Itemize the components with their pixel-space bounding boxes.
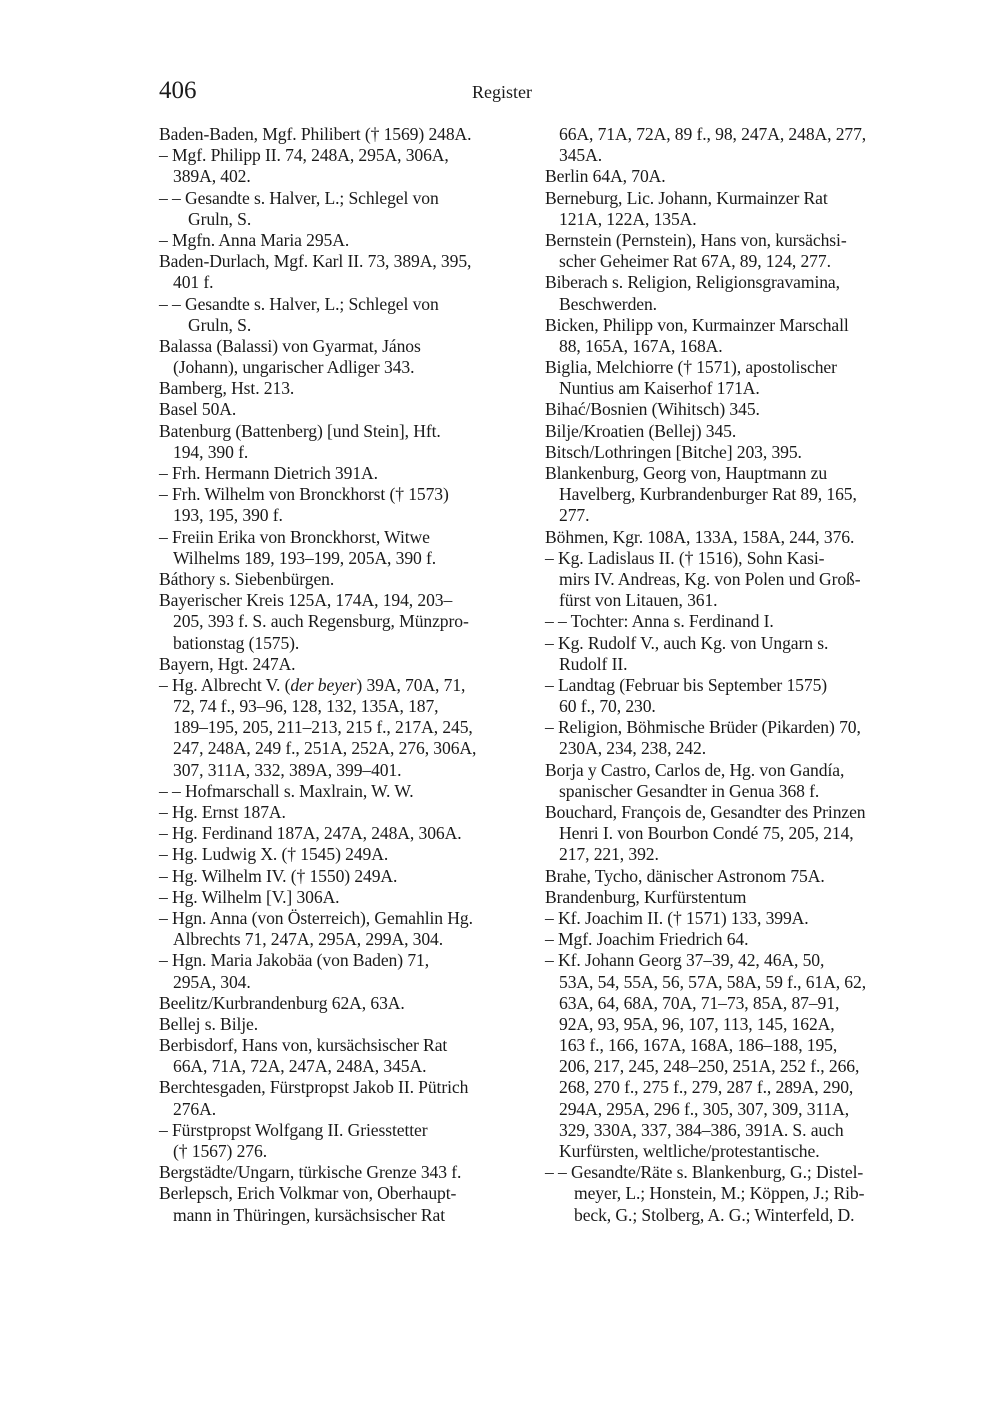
index-entry: [545, 272, 917, 314]
index-subentry: [159, 844, 531, 865]
index-line: Berlin 64A, 70A.: [545, 166, 666, 187]
index-entry: [159, 1183, 531, 1225]
index-entry: [545, 399, 917, 420]
index-entry: [545, 463, 917, 527]
index-line: fürst von Litauen, 361.: [559, 590, 718, 611]
index-line: Bihać/Bosnien (Wihitsch) 345.: [545, 399, 760, 420]
index-subentry: [159, 188, 531, 230]
index-line: Böhmen, Kgr. 108A, 133A, 158A, 244, 376.: [545, 526, 855, 547]
index-line: – Frh. Hermann Dietrich 391A.: [159, 463, 378, 483]
index-line: Bouchard, François de, Gesandter des Prinzen: [545, 802, 866, 822]
index-line: – Fürstpropst Wolfgang II. Griesstetter: [159, 1119, 428, 1140]
index-line: Batenburg (Battenberg) [und Stein], Hft.: [159, 420, 441, 441]
index-line: 72, 74 f., 93–96, 128, 132, 135A, 187,: [173, 696, 439, 717]
index-line: Henri I. von Bourbon Condé 75, 205, 214,: [559, 823, 854, 844]
index-entry: [545, 230, 917, 272]
index-subentry: [159, 145, 531, 187]
index-line: Berbisdorf, Hans von, kursächsischer Rat: [159, 1035, 448, 1056]
index-line: 294A, 295A, 296 f., 305, 307, 309, 311A,: [559, 1098, 850, 1119]
index-subentry: [545, 675, 917, 717]
page-number: 406: [159, 77, 197, 104]
index-line: – – Gesandte s. Halver, L.; Schlegel von: [159, 293, 439, 314]
index-line: 163 f., 166, 167A, 168A, 186–188, 195,: [559, 1035, 838, 1056]
index-line: 189–195, 205, 211–213, 215 f., 217A, 245,: [173, 717, 473, 738]
index-subentry: [159, 1120, 531, 1162]
index-line: Berlepsch, Erich Volkmar von, Oberhaupt-: [159, 1183, 457, 1204]
index-entry: [159, 251, 531, 293]
index-line: 88, 165A, 167A, 168A.: [559, 335, 723, 356]
index-line: – – Gesandte s. Halver, L.; Schlegel von: [159, 187, 439, 208]
index-entry: [159, 590, 531, 654]
index-entry: [545, 866, 917, 887]
index-line: mirs IV. Andreas, Kg. von Polen und Groß-: [559, 568, 861, 589]
index-line: Bicken, Philipp von, Kurmainzer Marschall: [545, 314, 849, 335]
index-line: Havelberg, Kurbrandenburger Rat 89, 165,: [559, 484, 857, 505]
index-line: Bergstädte/Ungarn, türkische Grenze 343 f.: [159, 1162, 462, 1183]
index-line: – Mgf. Joachim Friedrich 64.: [545, 929, 749, 950]
index-line: 92A, 93, 95A, 96, 107, 113, 145, 162A,: [559, 1013, 835, 1034]
index-line: 247, 248A, 249 f., 251A, 252A, 276, 306A,: [173, 738, 477, 759]
index-entry: [159, 993, 531, 1014]
index-entry: [545, 442, 917, 463]
index-line: 295A, 304.: [173, 971, 251, 992]
index-subentry: [545, 548, 917, 612]
index-line: Biberach s. Religion, Religionsgravamina,: [545, 272, 840, 293]
index-line: 345A.: [559, 145, 602, 166]
index-line: 307, 311A, 332, 389A, 399–401.: [173, 759, 402, 780]
index-line: Wilhelms 189, 193–199, 205A, 390 f.: [173, 547, 437, 568]
index-entry: [159, 1162, 531, 1183]
index-subentry: [159, 463, 531, 484]
index-line: Baden-Baden, Mgf. Philibert († 1569) 248A.: [159, 124, 472, 144]
index-line: scher Geheimer Rat 67A, 89, 124, 277.: [559, 251, 831, 272]
index-entry: [159, 654, 531, 675]
index-line: Gruln, S.: [188, 314, 252, 335]
index-line: – – Gesandte/Räte s. Blankenburg, G.; Distel-: [545, 1162, 864, 1183]
index-entry: [545, 802, 917, 866]
index-line: mann in Thüringen, kursächsischer Rat: [173, 1204, 446, 1225]
index-line: Beelitz/Kurbrandenburg 62A, 63A.: [159, 992, 405, 1013]
index-line: Basel 50A.: [159, 399, 237, 420]
italic-epithet: der beyer: [290, 674, 357, 695]
index-line: 401 f.: [173, 272, 214, 293]
index-line: 63A, 64, 68A, 70A, 71–73, 85A, 87–91,: [559, 992, 840, 1013]
index-line: – Hg. Wilhelm [V.] 306A.: [159, 886, 340, 907]
index-subentry: [159, 294, 531, 336]
index-line: Berneburg, Lic. Johann, Kurmainzer Rat: [545, 187, 828, 208]
index-subentry: [159, 908, 531, 950]
index-column-right: [545, 124, 917, 1226]
index-subentry: [545, 1162, 917, 1226]
index-line: – Landtag (Februar bis September 1575): [545, 674, 828, 695]
running-head: Register: [472, 82, 532, 102]
index-line: Bilje/Kroatien (Bellej) 345.: [545, 420, 737, 441]
index-subentry: [159, 802, 531, 823]
index-line: Balassa (Balassi) von Gyarmat, János: [159, 335, 421, 356]
index-line: – Hgn. Anna (von Österreich), Gemahlin Hg.: [159, 907, 473, 928]
index-line: Gruln, S.: [188, 208, 252, 229]
index-line: – Hg. Wilhelm IV. († 1550) 249A.: [159, 865, 398, 886]
index-line: – – Tochter: Anna s. Ferdinand I.: [545, 611, 774, 632]
index-subentry: [159, 866, 531, 887]
index-subentry: [545, 929, 917, 950]
index-line: – Religion, Böhmische Brüder (Pikarden) 70,: [545, 717, 861, 738]
index-line: (Johann), ungarischer Adliger 343.: [173, 357, 415, 378]
index-entry: [545, 421, 917, 442]
index-line: – – Hofmarschall s. Maxlrain, W. W.: [159, 780, 414, 801]
index-subentry: [159, 823, 531, 844]
index-line: 66A, 71A, 72A, 89 f., 98, 247A, 248A, 277,: [559, 124, 867, 144]
index-line: 389A, 402.: [173, 166, 251, 187]
index-line: meyer, L.; Honstein, M.; Köppen, J.; Rib-: [574, 1183, 865, 1204]
index-line: – Hg. Ferdinand 187A, 247A, 248A, 306A.: [159, 823, 462, 844]
index-line: 329, 330A, 337, 384–386, 391A. S. auch: [559, 1119, 844, 1140]
index-line: – Kf. Joachim II. († 1571) 133, 399A.: [545, 907, 809, 928]
index-line: Bitsch/Lothringen [Bitche] 203, 395.: [545, 441, 802, 462]
index-line: Albrechts 71, 247A, 295A, 299A, 304.: [173, 929, 444, 950]
index-entry: [159, 378, 531, 399]
index-line: 194, 390 f.: [173, 441, 249, 462]
index-line: Brandenburg, Kurfürstentum: [545, 886, 747, 907]
index-line: Blankenburg, Georg von, Hauptmann zu: [545, 463, 828, 483]
index-line: spanischer Gesandter in Genua 368 f.: [559, 780, 820, 801]
index-subentry: [159, 484, 531, 526]
index-subentry: [545, 908, 917, 929]
index-line: Rudolf II.: [559, 653, 628, 674]
index-subentry: [159, 781, 531, 802]
index-subentry: [159, 230, 531, 251]
index-line: – Kg. Ladislaus II. († 1516), Sohn Kasi-: [545, 547, 825, 568]
index-line: – Mgfn. Anna Maria 295A.: [159, 229, 350, 250]
index-entry: [159, 1035, 531, 1077]
index-subentry: [159, 675, 531, 781]
index-line: Brahe, Tycho, dänischer Astronom 75A.: [545, 865, 825, 886]
index-line: Bayerischer Kreis 125A, 174A, 194, 203–: [159, 590, 453, 611]
index-line: Kurfürsten, weltliche/protestantische.: [559, 1141, 820, 1161]
index-line: 217, 221, 392.: [559, 844, 659, 865]
index-subentry: [159, 950, 531, 992]
index-subentry: [545, 633, 917, 675]
index-line: Bellej s. Bilje.: [159, 1013, 259, 1034]
index-line: – Kg. Rudolf V., auch Kg. von Ungarn s.: [545, 632, 829, 653]
index-entry: [159, 421, 531, 463]
index-line: – Kf. Johann Georg 37–39, 42, 46A, 50,: [545, 950, 825, 971]
index-line: Beschwerden.: [559, 293, 657, 314]
index-entry: [545, 166, 917, 187]
index-line: 66A, 71A, 72A, 247A, 248A, 345A.: [173, 1056, 427, 1077]
index-entry: [545, 357, 917, 399]
index-line: – Mgf. Philipp II. 74, 248A, 295A, 306A,: [159, 145, 449, 166]
index-entry: [159, 569, 531, 590]
index-line: 60 f., 70, 230.: [559, 696, 656, 717]
index-line: 206, 217, 245, 248–250, 251A, 252 f., 266,: [559, 1056, 860, 1077]
index-line: Baden-Durlach, Mgf. Karl II. 73, 389A, 395,: [159, 251, 472, 272]
index-line: Bamberg, Hst. 213.: [159, 378, 295, 399]
index-line: 277.: [559, 505, 590, 526]
index-line: 268, 270 f., 275 f., 279, 287 f., 289A, 290,: [559, 1077, 854, 1098]
index-line: 230A, 234, 238, 242.: [559, 738, 707, 759]
index-entry: [159, 124, 531, 145]
index-entry: [159, 1077, 531, 1119]
index-line: 121A, 122A, 135A.: [559, 208, 697, 229]
index-line: – Hgn. Maria Jakobäa (von Baden) 71,: [159, 950, 430, 971]
index-entry: [545, 527, 917, 548]
index-entry: [545, 760, 917, 802]
index-subentry: [545, 950, 917, 1162]
index-line: Báthory s. Siebenbürgen.: [159, 568, 335, 589]
index-subentry: [159, 527, 531, 569]
index-entry: [545, 124, 917, 166]
index-line: beck, G.; Stolberg, A. G.; Winterfeld, D.: [574, 1204, 855, 1225]
index-line: bationstag (1575).: [173, 632, 300, 653]
index-line: Berchtesgaden, Fürstpropst Jakob II. Pütrich: [159, 1077, 469, 1098]
index-entry: [545, 887, 917, 908]
index-column-left: [159, 124, 531, 1226]
index-line: 193, 195, 390 f.: [173, 505, 283, 526]
index-line: Nuntius am Kaiserhof 171A.: [559, 378, 760, 399]
index-entry: [159, 399, 531, 420]
index-subentry: [545, 611, 917, 632]
index-subentry: [545, 717, 917, 759]
index-line: Biglia, Melchiorre († 1571), apostolischer: [545, 357, 837, 378]
index-line: 276A.: [173, 1098, 216, 1119]
index-subentry: [159, 887, 531, 908]
index-line: Bayern, Hgt. 247A.: [159, 653, 296, 674]
index-line: Bernstein (Pernstein), Hans von, kursächsi-: [545, 229, 847, 250]
index-line: – Freiin Erika von Bronckhorst, Witwe: [159, 526, 430, 547]
index-line: 205, 393 f. S. auch Regensburg, Münzpro-: [173, 611, 469, 632]
index-entry: [545, 188, 917, 230]
index-line: – Frh. Wilhelm von Bronckhorst († 1573): [159, 484, 449, 505]
index-line: Borja y Castro, Carlos de, Hg. von Gandía,: [545, 759, 845, 780]
index-line: 53A, 54, 55A, 56, 57A, 58A, 59 f., 61A, 62,: [559, 971, 867, 992]
index-line: – Hg. Ernst 187A.: [159, 802, 286, 822]
index-line: – Hg. Albrecht V. (der beyer) 39A, 70A, 71,: [159, 674, 466, 695]
index-entry: [159, 336, 531, 378]
index-line: († 1567) 276.: [173, 1141, 267, 1161]
index-entry: [545, 315, 917, 357]
index-entry: [159, 1014, 531, 1035]
index-line: – Hg. Ludwig X. († 1545) 249A.: [159, 844, 389, 865]
